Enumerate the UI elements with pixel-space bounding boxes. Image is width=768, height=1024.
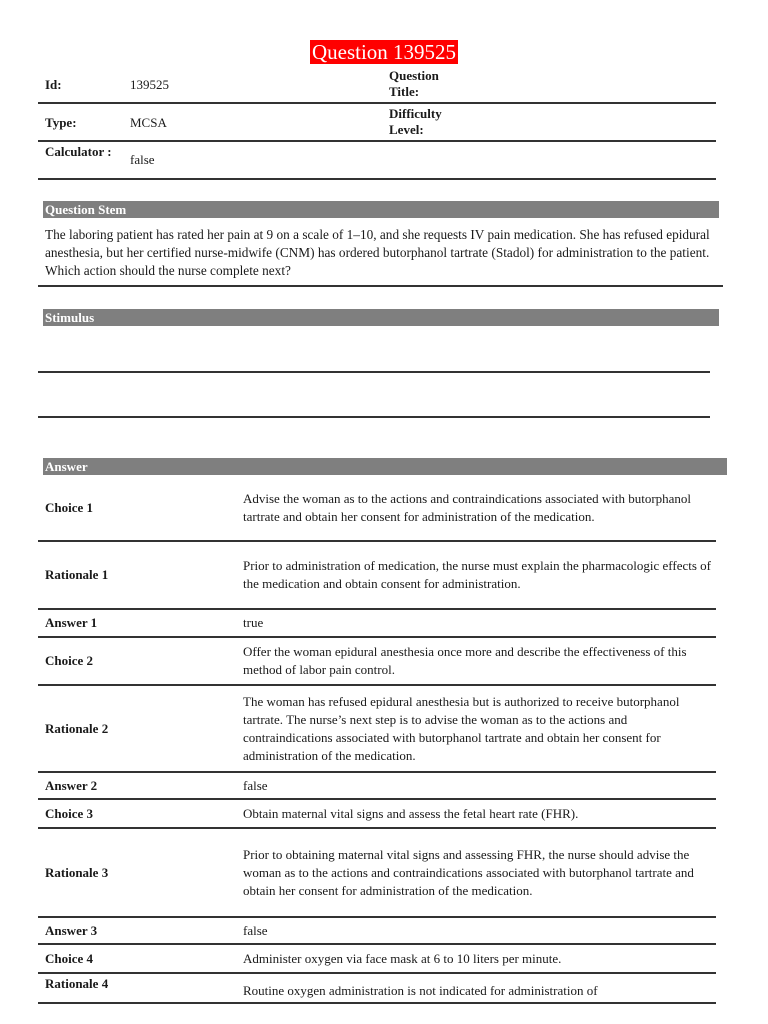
row-text: Offer the woman epidural anesthesia once more and describe the effectiveness of this method of labor pain control.	[243, 644, 687, 677]
row-text: Prior to administration of medication, the nurse must explain the pharmacologic effects of the medication and obtain consent for administration.	[243, 557, 711, 591]
difficulty-label: Difficulty Level:	[389, 106, 442, 137]
answer-table-row	[38, 974, 716, 1004]
stimulus-line-2	[38, 416, 710, 418]
answer-table-row	[38, 945, 716, 974]
row-label: Choice 1	[45, 500, 94, 515]
answer-table-row	[38, 610, 716, 638]
row-label: Answer 3	[45, 922, 98, 938]
row-label: Rationale 1	[45, 566, 109, 582]
answer-table-row	[38, 638, 716, 686]
row-text: true	[243, 615, 264, 630]
answer-table-row	[38, 773, 716, 800]
row-label: Choice 3	[45, 805, 94, 821]
stimulus-header: Stimulus	[43, 309, 719, 326]
row-text: Routine oxygen administration is not indicated for administration of	[243, 983, 598, 998]
type-value: MCSA	[130, 115, 167, 130]
stem-divider	[38, 285, 723, 287]
question-stem-text: The laboring patient has rated her pain at 9 on a scale of 1–10, and she requests IV pain medication. She has refused epidural anesthesia, but her certified nurse-midwife (CNM) has ordered butorphanol tartrate (Stadol) for administration to the patient. Which action should the nurse complete next?	[45, 227, 710, 278]
row-label: Answer 2	[45, 777, 98, 793]
answer-table-row	[38, 686, 716, 773]
stimulus-line-1	[38, 371, 710, 373]
answer-table-row	[38, 800, 716, 829]
row-text: Administer oxygen via face mask at 6 to 10 liters per minute.	[243, 950, 562, 966]
row-text: Advise the woman as to the actions and contraindications associated with butorphanol tartrate and obtain her consent for administration of the medication.	[243, 491, 692, 524]
row-label: Rationale 2	[45, 720, 109, 736]
question-stem-header: Question Stem	[43, 201, 719, 218]
row-label: Choice 4	[45, 950, 94, 966]
type-label: Type:	[45, 115, 77, 130]
id-value: 139525	[130, 77, 169, 92]
row-label: Choice 2	[45, 653, 94, 668]
meta-row-calculator	[38, 142, 716, 180]
row-text: Obtain maternal vital signs and assess the fetal heart rate (FHR).	[243, 805, 579, 821]
title-wrapper	[0, 40, 768, 64]
row-label: Answer 1	[45, 615, 98, 630]
answer-table-row	[38, 918, 716, 945]
row-text: Prior to obtaining maternal vital signs and assessing FHR, the nurse should advise the woman as to the actions and contraindications associated with butorphanol tartrate and obtain her consent for administration of the medication.	[243, 846, 694, 898]
answer-header: Answer	[43, 458, 727, 475]
calculator-label: Calculator :	[45, 144, 112, 159]
row-text: false	[243, 922, 268, 938]
row-text: false	[243, 777, 268, 793]
answer-table-row	[38, 541, 716, 610]
row-label: Rationale 3	[45, 864, 109, 880]
answer-table-row	[38, 476, 716, 542]
question-title: Question 139525	[311, 40, 457, 64]
row-text: The woman has refused epidural anesthesia but is authorized to receive butorphanol tartrate. The nurse’s next step is to advise the woman as to the actions and contraindications associated with butorphanol tartrate and obtain her consent for administration of the medication.	[243, 693, 680, 763]
answer-table-row	[38, 829, 716, 918]
id-label: Id:	[45, 77, 62, 92]
row-label: Rationale 4	[45, 976, 109, 991]
meta-row-type	[38, 104, 716, 142]
calculator-value: false	[130, 152, 155, 167]
question-title-label: Question Title:	[389, 68, 439, 99]
meta-row-id	[38, 64, 716, 104]
